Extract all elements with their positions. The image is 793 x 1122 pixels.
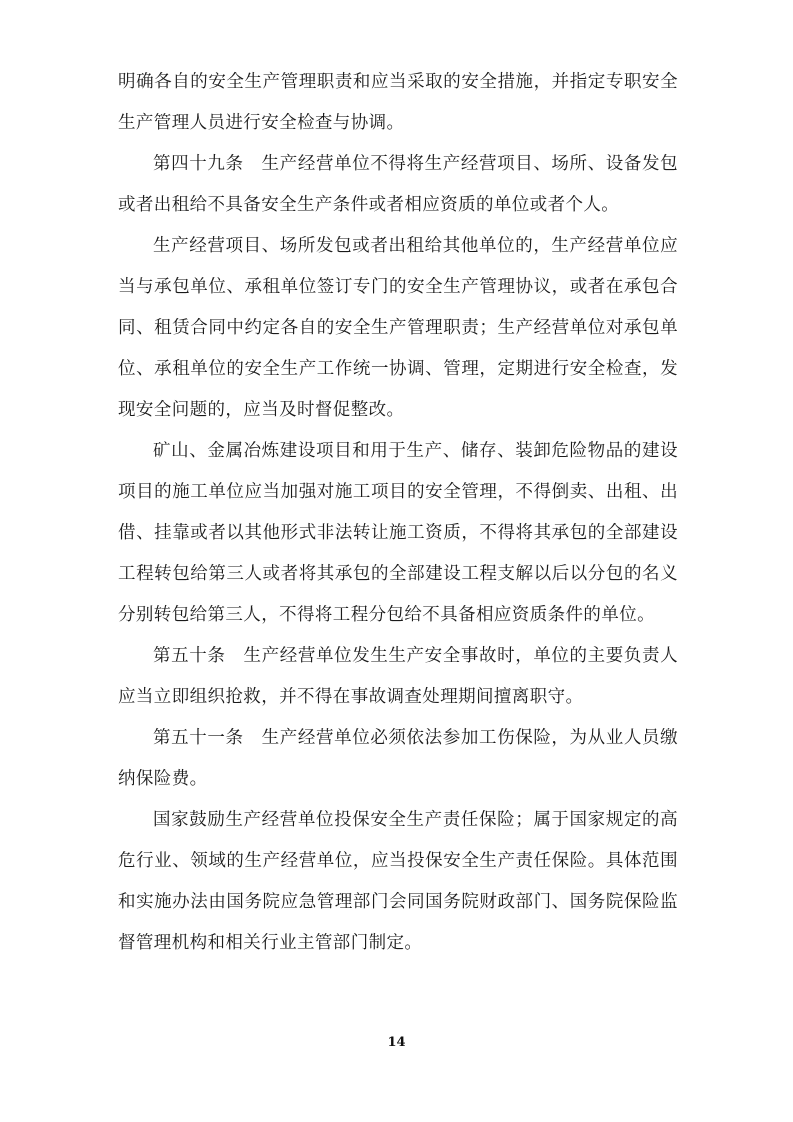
- paragraph: 明确各自的安全生产管理职责和应当采取的安全措施，并指定专职安全生产管理人员进行安全检查与协调。: [118, 72, 678, 133]
- paragraph: 第五十条 生产经营单位发生生产安全事故时，单位的主要负责人应当立即组织抢救，并不得在事故调查处理期间擅离职守。: [118, 646, 678, 707]
- paragraph: 矿山、金属冶炼建设项目和用于生产、储存、装卸危险物品的建设项目的施工单位应当加强对施工项目的安全管理，不得倒卖、出租、出借、挂靠或者以其他形式非法转让施工资质，不得将其承包的全部建设工程转包给第三人或者将其承包的全部建设工程支解以后以分包的名义分别转包给第三人，不得将工程分包给不具备相应资质条件的单位。: [118, 441, 678, 625]
- paragraph: 第四十九条 生产经营单位不得将生产经营项目、场所、设备发包或者出租给不具备安全生产条件或者相应资质的单位或者个人。: [118, 154, 678, 215]
- paragraph: 第五十一条 生产经营单位必须依法参加工伤保险，为从业人员缴纳保险费。: [118, 728, 678, 789]
- page-number: 14: [387, 1035, 406, 1050]
- document-body: [118, 62, 678, 964]
- paragraph: 国家鼓励生产经营单位投保安全生产责任保险；属于国家规定的高危行业、领域的生产经营单位，应当投保安全生产责任保险。具体范围和实施办法由国务院应急管理部门会同国务院财政部门、国务院保险监督管理机构和相关行业主管部门制定。: [118, 810, 678, 953]
- paragraph: 生产经营项目、场所发包或者出租给其他单位的，生产经营单位应当与承包单位、承租单位签订专门的安全生产管理协议，或者在承包合同、租赁合同中约定各自的安全生产管理职责；生产经营单位对承包单位、承租单位的安全生产工作统一协调、管理，定期进行安全检查，发现安全问题的，应当及时督促整改。: [118, 236, 678, 420]
